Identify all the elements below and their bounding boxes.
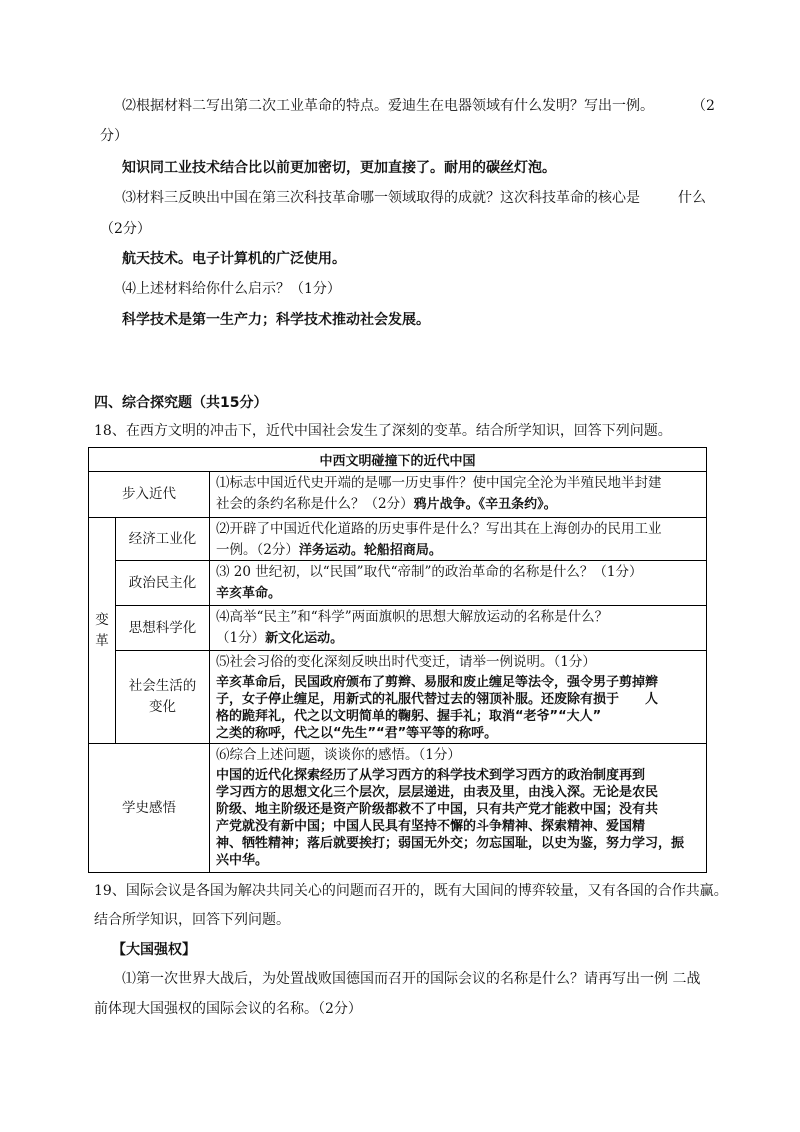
row-content-2	[209, 517, 707, 561]
row2-question-line2: 一例。（2分）	[216, 542, 299, 558]
q17-p2-question: ⑵根据材料二写出第二次工业革命的特点。爱迪生在电器领域有什么发明？写出一例。	[122, 98, 654, 114]
group-label-char-1: 变	[95, 611, 109, 628]
q19-p1-line2: 前体现大国强权的国际会议的名称。（2分）	[94, 1001, 362, 1017]
q17-p2-answer: 知识同工业技术结合比以前更加密切，更加直接了。耐用的碳丝灯泡。	[122, 160, 556, 176]
q18-table	[88, 447, 707, 873]
q17-p4-answer: 科学技术是第一生产力；科学技术推动社会发展。	[122, 312, 430, 328]
answer-line: 辛亥革命后，民国政府颁布了剪辫、易服和废止缠足等法令，强令男子剪掉辫	[216, 675, 659, 690]
row4-answer: 新文化运动。	[265, 631, 344, 646]
q17-p3-score: （2分）	[100, 221, 151, 237]
row-content-3	[209, 560, 707, 606]
q19-intro-line1: 19、国际会议是各国为解决共同关心的问题而召开的，既有大国间的博弈较量，又有各国的合作共赢。	[94, 883, 728, 899]
row3-answer: 辛亥革命。	[216, 586, 282, 601]
group-label-reform	[88, 517, 116, 744]
row5-answer	[216, 674, 700, 742]
answer-line: 学习西方的思想文化三个层次，层层递进，由表及里，由浅入深。无论是农民	[216, 785, 659, 800]
q17-p3-question: ⑶材料三反映出中国在第三次科技革命哪一领域取得的成就？这次科技革命的核心是	[122, 190, 640, 206]
q18-intro: 18、在西方文明的冲击下，近代中国社会发生了深刻的变革。结合所学知识，回答下列问题。	[94, 423, 672, 439]
answer-line: 产党就没有新中国；中国人民具有坚持不懈的斗争精神、探索精神、爱国精	[216, 819, 646, 834]
row2-question-line1: ⑵开辟了中国近代化道路的历史事件是什么？写出其在上海创办的民用工业	[216, 521, 662, 537]
row4-question-line2: （1分）	[216, 630, 266, 646]
answer-line: 之类的称呼，代之以“先生”“君”等平等的称呼。	[216, 726, 498, 741]
row-label-entering-modern: 步入近代	[88, 471, 210, 518]
row-label-thought: 思想科学化	[115, 605, 210, 651]
row-label-reflection: 学史感悟	[88, 743, 210, 873]
row6-question: ⑹综合上述问题，谈谈你的感悟。（1分）	[216, 747, 461, 763]
answer-line: 子，女子停止缠足，用新式的礼服代替过去的翎顶补服。还废除有损于 人	[216, 692, 659, 707]
q19-intro-line2: 结合所学知识，回答下列问题。	[94, 912, 290, 928]
table-title: 中西文明碰撞下的近代中国	[88, 447, 707, 472]
row-label-social-life	[115, 650, 210, 744]
row5-question: ⑸社会习俗的变化深刻反映出时代变迁，请举一例说明。（1分）	[216, 654, 596, 670]
row5-label-line1: 社会生活的	[128, 678, 197, 694]
row-content-1	[209, 471, 707, 518]
row1-question-line1: ⑴标志中国近代史开端的是哪一历史事件？使中国完全沦为半殖民地半封建	[216, 475, 662, 491]
row-label-economy: 经济工业化	[115, 517, 210, 561]
row4-question-line1: ⑷高举“民主”和“科学”两面旗帜的思想大解放运动的名称是什么？	[216, 609, 609, 625]
answer-line: 中国的近代化探索经历了从学习西方的科学技术到学习西方的政治制度再到	[216, 768, 646, 783]
q19-p1-line1: ⑴第一次世界大战后，为处置战败国德国而召开的国际会议的名称是什么？请再写出一例 二战	[122, 971, 701, 987]
group-label-char-2: 革	[95, 632, 109, 649]
q17-p3-answer: 航天技术。电子计算机的广泛使用。	[122, 251, 346, 267]
answer-line: 格的跪拜礼，代之以文明简单的鞠躬、握手礼；取消“老爷”“大人”	[216, 709, 602, 724]
row-content-6	[209, 743, 707, 873]
row2-answer: 洋务运动。轮船招商局。	[298, 543, 442, 558]
q19-subheading: 【大国强权】	[112, 942, 196, 958]
row6-answer	[216, 767, 700, 869]
section-heading: 四、综合探究题（共15分）	[94, 395, 268, 411]
row5-label-line2: 变化	[149, 699, 176, 715]
row-content-4	[209, 605, 707, 651]
q17-p2-score-b: 分）	[100, 128, 128, 144]
row1-question-line2: 社会的条约名称是什么？（2分）	[216, 496, 414, 512]
answer-line: 神、牺牲精神；落后就要挨打；弱国无外交；勿忘国耻，以史为鉴，努力学习，振	[216, 836, 685, 851]
row3-question: ⑶ 20 世纪初，以“民国”取代“帝制”的政治革命的名称是什么？（1分）	[216, 564, 643, 580]
row-label-politics: 政治民主化	[115, 560, 210, 606]
answer-line: 兴中华。	[216, 853, 269, 868]
q17-p4-question: ⑷上述材料给你什么启示？（1分）	[122, 281, 341, 297]
q17-p2-score-a: （2	[692, 98, 715, 114]
row-content-5	[209, 650, 707, 744]
q17-p3-question-end: 什么	[678, 190, 706, 206]
row1-answer: 鸦片战争。《辛丑条约》。	[413, 497, 557, 512]
answer-line: 阶级、地主阶级还是资产阶级都救不了中国，只有共产党才能救中国；没有共	[216, 802, 659, 817]
